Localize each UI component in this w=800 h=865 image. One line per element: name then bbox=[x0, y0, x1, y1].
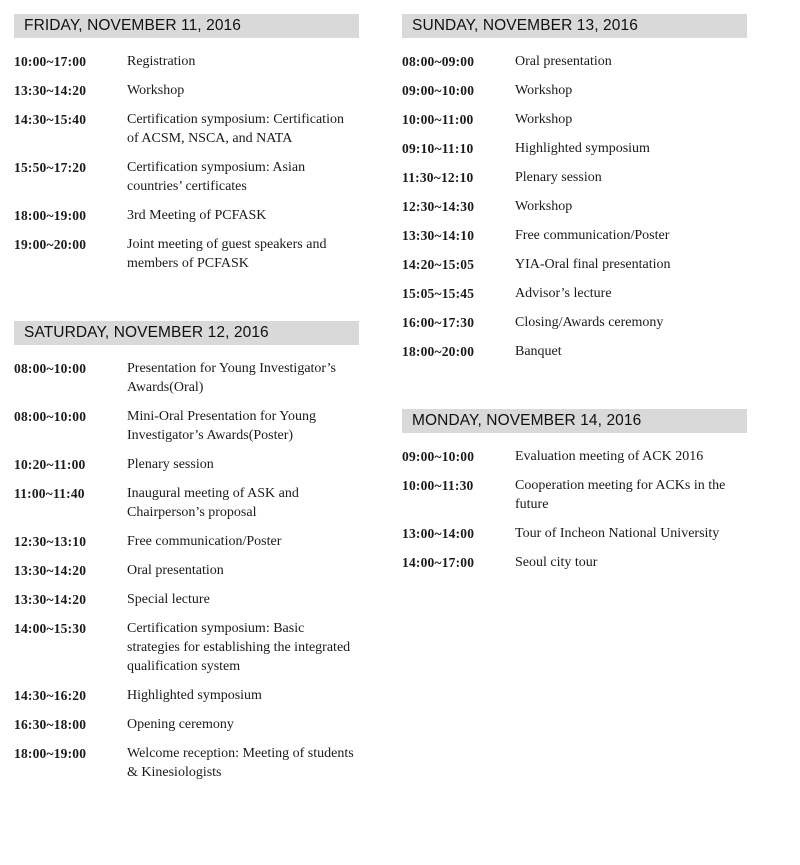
schedule-row bbox=[402, 110, 747, 129]
schedule-row bbox=[14, 52, 359, 71]
day-header: FRIDAY, NOVEMBER 11, 2016 bbox=[14, 14, 359, 38]
schedule-row bbox=[402, 447, 747, 466]
time-slot: 09:00~10:00 bbox=[402, 83, 475, 98]
schedule-row bbox=[14, 407, 359, 445]
schedule-row bbox=[402, 255, 747, 274]
time-slot: 13:30~14:20 bbox=[14, 563, 87, 578]
day-friday bbox=[14, 14, 359, 273]
event-description: Highlighted symposium bbox=[515, 141, 650, 156]
schedule-row bbox=[14, 359, 359, 397]
schedule-row bbox=[14, 561, 359, 580]
left-column bbox=[14, 14, 359, 830]
event-description: Workshop bbox=[515, 199, 573, 214]
time-slot: 14:30~15:40 bbox=[14, 112, 87, 127]
day-header: MONDAY, NOVEMBER 14, 2016 bbox=[402, 409, 747, 433]
time-slot: 14:00~17:00 bbox=[402, 555, 475, 570]
time-slot: 14:30~16:20 bbox=[14, 688, 87, 703]
event-description: Closing/Awards ceremony bbox=[515, 315, 664, 330]
event-description: Welcome reception: Meeting of students & Kinesiologists bbox=[127, 746, 354, 780]
event-description: Cooperation meeting for ACKs in the future bbox=[515, 478, 726, 512]
schedule-row bbox=[402, 284, 747, 303]
event-description: 3rd Meeting of PCFASK bbox=[127, 208, 267, 223]
event-description: Tour of Incheon National University bbox=[515, 526, 720, 541]
schedule-row bbox=[14, 110, 359, 148]
event-description: Evaluation meeting of ACK 2016 bbox=[515, 449, 704, 464]
time-slot: 12:30~14:30 bbox=[402, 199, 475, 214]
event-description: Free communication/Poster bbox=[515, 228, 670, 243]
schedule-row bbox=[14, 455, 359, 474]
time-slot: 14:00~15:30 bbox=[14, 621, 87, 636]
event-description: Highlighted symposium bbox=[127, 688, 262, 703]
schedule-row bbox=[402, 342, 747, 361]
schedule-row bbox=[14, 235, 359, 273]
schedule-row bbox=[14, 744, 359, 782]
event-description: Certification symposium: Asian countries’ certificates bbox=[127, 160, 306, 194]
event-description: Oral presentation bbox=[127, 563, 224, 578]
time-slot: 09:10~11:10 bbox=[402, 141, 474, 156]
schedule-row bbox=[14, 590, 359, 609]
event-description: Plenary session bbox=[515, 170, 602, 185]
event-description: Workshop bbox=[515, 83, 573, 98]
time-slot: 13:30~14:20 bbox=[14, 83, 87, 98]
schedule-row bbox=[402, 52, 747, 71]
schedule-row bbox=[14, 158, 359, 196]
time-slot: 15:50~17:20 bbox=[14, 160, 87, 175]
schedule-row bbox=[402, 313, 747, 332]
time-slot: 08:00~09:00 bbox=[402, 54, 475, 69]
time-slot: 08:00~10:00 bbox=[14, 361, 87, 376]
schedule-row bbox=[402, 476, 747, 514]
schedule-row bbox=[14, 686, 359, 705]
time-slot: 10:00~17:00 bbox=[14, 54, 87, 69]
schedule-row bbox=[14, 619, 359, 676]
right-column bbox=[402, 14, 747, 620]
event-description: Workshop bbox=[515, 112, 573, 127]
event-description: Free communication/Poster bbox=[127, 534, 282, 549]
event-description: Opening ceremony bbox=[127, 717, 234, 732]
time-slot: 09:00~10:00 bbox=[402, 449, 475, 464]
schedule-row bbox=[402, 139, 747, 158]
time-slot: 15:05~15:45 bbox=[402, 286, 475, 301]
time-slot: 18:00~19:00 bbox=[14, 208, 87, 223]
time-slot: 11:00~11:40 bbox=[14, 486, 85, 501]
time-slot: 13:30~14:10 bbox=[402, 228, 475, 243]
event-description: Presentation for Young Investigator’s Awards(Oral) bbox=[127, 361, 336, 395]
event-description: Inaugural meeting of ASK and Chairperson’s proposal bbox=[127, 486, 299, 520]
time-slot: 10:00~11:30 bbox=[402, 478, 474, 493]
event-description: YIA-Oral final presentation bbox=[515, 257, 671, 272]
event-description: Certification symposium: Basic strategies for establishing the integrated qualification system bbox=[127, 621, 351, 674]
event-description: Workshop bbox=[127, 83, 185, 98]
schedule-row bbox=[402, 81, 747, 100]
day-sunday bbox=[402, 14, 747, 361]
time-slot: 12:30~13:10 bbox=[14, 534, 87, 549]
schedule-row bbox=[402, 197, 747, 216]
event-description: Banquet bbox=[515, 344, 562, 359]
time-slot: 13:00~14:00 bbox=[402, 526, 475, 541]
schedule-row bbox=[14, 206, 359, 225]
schedule-row bbox=[402, 226, 747, 245]
day-saturday bbox=[14, 321, 359, 782]
event-description: Registration bbox=[127, 54, 196, 69]
day-header: SUNDAY, NOVEMBER 13, 2016 bbox=[402, 14, 747, 38]
schedule-row bbox=[14, 81, 359, 100]
event-description: Oral presentation bbox=[515, 54, 612, 69]
time-slot: 11:30~12:10 bbox=[402, 170, 474, 185]
time-slot: 13:30~14:20 bbox=[14, 592, 87, 607]
schedule-row bbox=[402, 524, 747, 543]
time-slot: 10:20~11:00 bbox=[14, 457, 86, 472]
event-description: Mini-Oral Presentation for Young Investigator’s Awards(Poster) bbox=[127, 409, 316, 443]
schedule-row bbox=[14, 484, 359, 522]
time-slot: 10:00~11:00 bbox=[402, 112, 474, 127]
event-description: Advisor’s lecture bbox=[515, 286, 612, 301]
event-description: Certification symposium: Certification of ACSM, NSCA, and NATA bbox=[127, 112, 344, 146]
time-slot: 18:00~19:00 bbox=[14, 746, 87, 761]
time-slot: 16:00~17:30 bbox=[402, 315, 475, 330]
schedule-row bbox=[14, 532, 359, 551]
time-slot: 08:00~10:00 bbox=[14, 409, 87, 424]
time-slot: 18:00~20:00 bbox=[402, 344, 475, 359]
event-description: Special lecture bbox=[127, 592, 210, 607]
schedule-row bbox=[402, 168, 747, 187]
schedule-row bbox=[402, 553, 747, 572]
day-monday bbox=[402, 409, 747, 572]
event-description: Joint meeting of guest speakers and members of PCFASK bbox=[127, 237, 327, 271]
day-header: SATURDAY, NOVEMBER 12, 2016 bbox=[14, 321, 359, 345]
time-slot: 16:30~18:00 bbox=[14, 717, 87, 732]
time-slot: 19:00~20:00 bbox=[14, 237, 87, 252]
time-slot: 14:20~15:05 bbox=[402, 257, 475, 272]
event-description: Seoul city tour bbox=[515, 555, 598, 570]
event-description: Plenary session bbox=[127, 457, 214, 472]
schedule-row bbox=[14, 715, 359, 734]
